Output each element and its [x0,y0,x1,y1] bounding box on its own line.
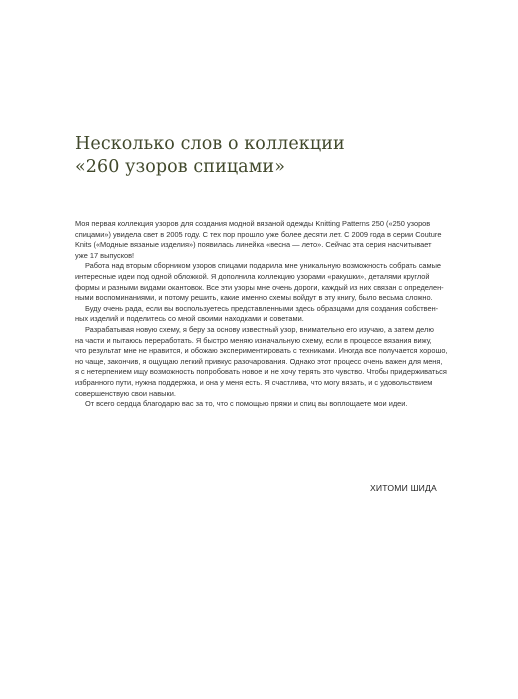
text-line: я с нетерпением ищу возможность попробовать новое и не хочу терять это чувство. Чтобы придерживаться [75,367,447,377]
text-line: Knits («Модные вязаные изделия») появилась линейка «весна — лето». Сейчас эта серия насчитывает [75,240,432,250]
text-line: Работа над вторым сборником узоров спицами подарила мне уникальную возможность собрать самые [85,261,442,271]
text-line: спицами») увидела свет в 2005 году. С тех пор прошло уже более десяти лет. С 2009 года в серии Couture [75,229,442,239]
text-line: избранного пути, нужна поддержка, и она у меня есть. Я счастлива, что могу вязать, и с удовольствием [75,377,433,387]
page-title [75,133,455,179]
text-line: ными воспоминаниями, и потому решить, какие именно схемы войдут в эту книгу, было весьма сложно. [75,293,433,303]
text-line: интересные идеи под одной обложкой. Я дополнила коллекцию узорами «ракушки», деталями круглой [75,271,430,281]
body-text [75,219,447,410]
text-line: Моя первая коллекция узоров для создания модной вязаной одежды Knitting Patterns 250 («250 узоров [75,219,431,228]
title-line-1: Несколько слов о коллекции [75,134,345,154]
text-line: От всего сердца благодарю вас за то, что с помощью пряжи и спиц вы воплощаете мои идеи. [85,399,408,409]
paragraph-4 [75,325,447,399]
text-line: Разрабатывая новую схему, я беру за основу известный узор, внимательно его изучаю, а затем делю [85,324,434,334]
paragraph-2 [75,261,447,303]
text-line: что результат мне не нравится, и обожаю экспериментировать с техниками. Иногда все получается хорошо, [75,346,448,356]
paragraph-3 [75,304,447,325]
author-signature: ХИТОМИ ШИДА [370,483,437,493]
text-line: уже 17 выпусков! [75,250,135,260]
text-line: формы и разными видами окантовок. Все эти узоры мне очень дороги, каждый из них связан с определен- [75,282,444,292]
text-line: ных изделий и поделитесь со мной своими находками и советами. [75,314,304,324]
text-line: совершенствую свои навыки. [75,388,176,398]
paragraph-5 [75,399,447,410]
text-line: но чаще, закончив, я ощущаю легкий привкус разочарования. Однако этот процесс очень важен для меня, [75,356,443,366]
text-line: на части и пытаюсь переработать. Я быстро меняю изначальную схему, если в процессе вязания вижу, [75,335,432,345]
title-line-2: «260 узоров спицами» [75,157,286,177]
paragraph-1 [75,219,447,261]
text-line: Буду очень рада, если вы воспользуетесь представленными здесь образцами для создания собствен- [85,303,439,313]
